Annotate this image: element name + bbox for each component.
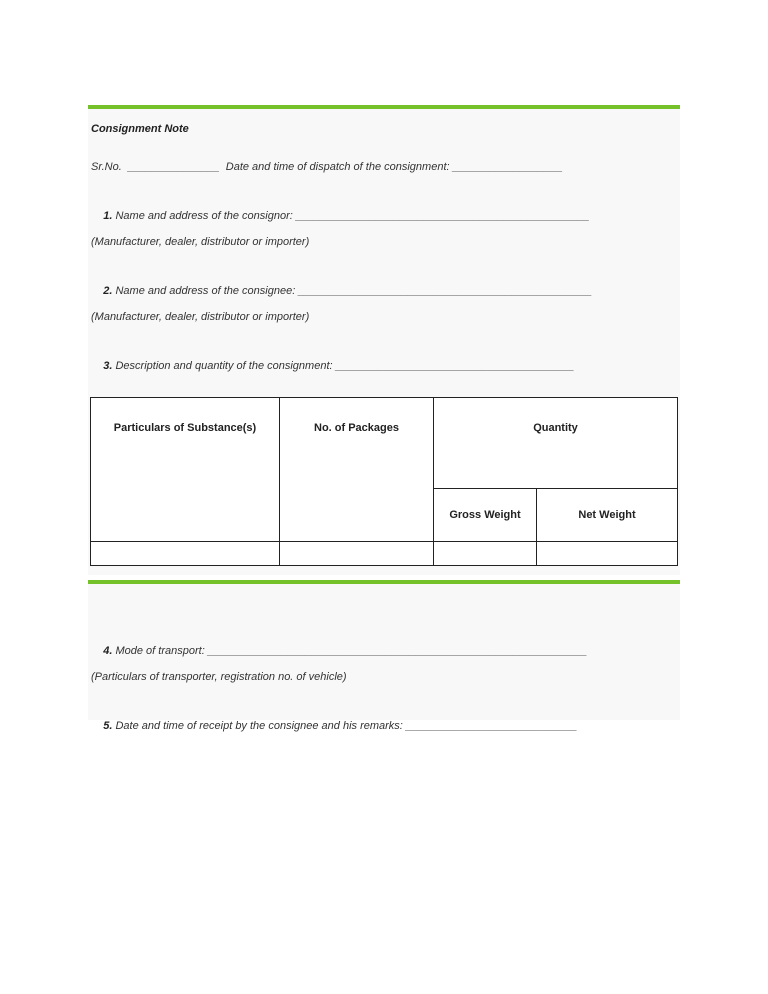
consignee-field[interactable] <box>91 273 592 309</box>
description-label: Description and quantity of the consignment: _______________________________________ <box>112 360 575 372</box>
form-title: Consignment Note <box>91 123 189 135</box>
transport-mode-field[interactable] <box>91 633 587 669</box>
header-packages: No. of Packages <box>280 398 434 542</box>
consignment-table <box>90 397 678 566</box>
transport-mode-label: Mode of transport: ______________________________________________________________ <box>112 645 588 657</box>
receipt-field[interactable] <box>91 708 577 744</box>
consignor-field[interactable] <box>91 198 590 234</box>
cell-net-weight[interactable] <box>537 542 678 566</box>
description-field[interactable] <box>91 348 574 384</box>
cell-substance[interactable] <box>91 542 280 566</box>
header-gross-weight: Gross Weight <box>434 489 537 542</box>
cell-gross-weight[interactable] <box>434 542 537 566</box>
transport-section <box>88 580 680 732</box>
consignee-label: Name and address of the consignee: ________________________________________________ <box>112 285 592 297</box>
header-net-weight: Net Weight <box>537 489 678 542</box>
transport-note: (Particulars of transporter, registration no. of vehicle) <box>91 671 347 683</box>
consignor-label: Name and address of the consignor: ________________________________________________ <box>112 210 590 222</box>
serial-dispatch-field[interactable]: Sr.No. _______________ Date and time of dispatch of the consignment: __________________ <box>91 161 563 173</box>
header-substance: Particulars of Substance(s) <box>91 398 280 542</box>
consignor-note: (Manufacturer, dealer, distributor or importer) <box>91 236 310 248</box>
receipt-label: Date and time of receipt by the consignee and his remarks: ____________________________ <box>112 720 578 732</box>
cell-packages[interactable] <box>280 542 434 566</box>
header-quantity: Quantity <box>434 398 678 489</box>
table-header-row <box>91 398 678 489</box>
item-number: 3. <box>103 360 113 372</box>
consignee-note: (Manufacturer, dealer, distributor or importer) <box>91 311 310 323</box>
item-number: 2. <box>103 285 113 297</box>
table-row[interactable] <box>91 542 678 566</box>
item-number: 5. <box>103 720 113 732</box>
item-number: 4. <box>103 645 113 657</box>
item-number: 1. <box>103 210 113 222</box>
